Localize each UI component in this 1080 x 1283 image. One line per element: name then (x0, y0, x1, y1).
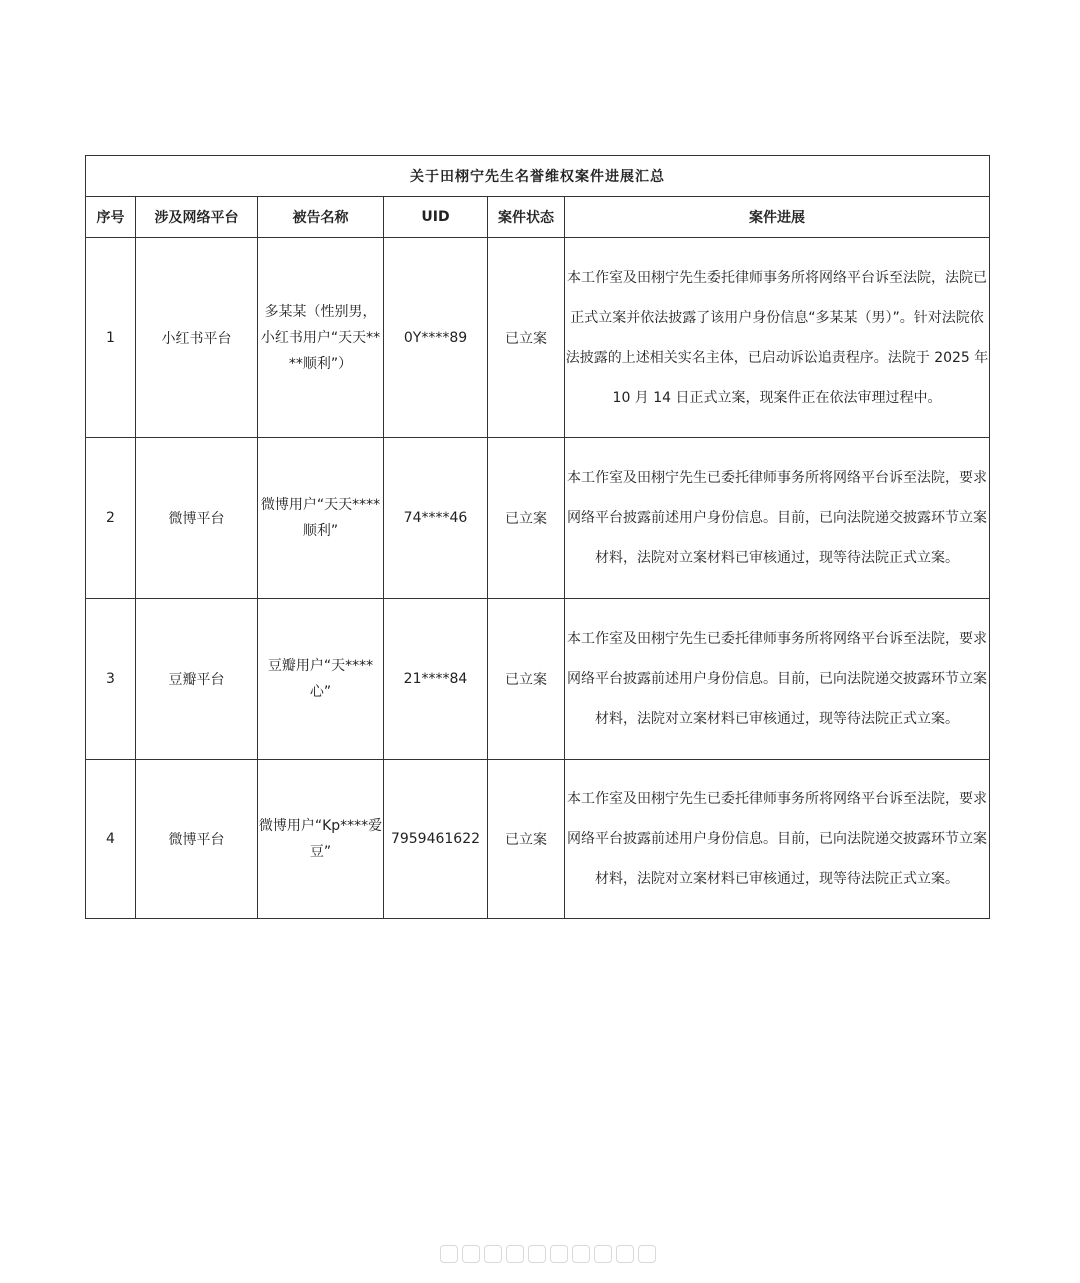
cell-uid: 74****46 (384, 438, 488, 599)
table-row (86, 599, 990, 760)
header-defendant: 被告名称 (258, 197, 384, 238)
cell-progress: 本工作室及田栩宁先生已委托律师事务所将网络平台诉至法院，要求网络平台披露前述用户身份信息。目前，已向法院递交披露环节立案材料，法院对立案材料已审核通过，现等待法院正式立案。 (565, 760, 990, 919)
cell-uid: 0Y****89 (384, 238, 488, 438)
watermark-mark (550, 1245, 568, 1263)
header-uid: UID (384, 197, 488, 238)
cell-index: 4 (86, 760, 136, 919)
cell-status: 已立案 (488, 760, 565, 919)
header-status: 案件状态 (488, 197, 565, 238)
cell-progress: 本工作室及田栩宁先生已委托律师事务所将网络平台诉至法院，要求网络平台披露前述用户身份信息。目前，已向法院递交披露环节立案材料，法院对立案材料已审核通过，现等待法院正式立案。 (565, 599, 990, 760)
header-progress: 案件进展 (565, 197, 990, 238)
cell-progress: 本工作室及田栩宁先生已委托律师事务所将网络平台诉至法院，要求网络平台披露前述用户身份信息。目前，已向法院递交披露环节立案材料，法院对立案材料已审核通过，现等待法院正式立案。 (565, 438, 990, 599)
header-platform: 涉及网络平台 (136, 197, 258, 238)
table-row (86, 238, 990, 438)
header-row (86, 197, 990, 238)
cell-defendant: 多某某（性别男，小红书用户“天天****顺利”） (258, 238, 384, 438)
cell-status: 已立案 (488, 599, 565, 760)
watermark-mark (638, 1245, 656, 1263)
watermark-bar (440, 1245, 656, 1263)
case-summary-table (85, 155, 990, 919)
watermark-mark (506, 1245, 524, 1263)
cell-index: 2 (86, 438, 136, 599)
table-title: 关于田栩宁先生名誉维权案件进展汇总 (86, 156, 990, 197)
cell-platform: 微博平台 (136, 760, 258, 919)
watermark-mark (594, 1245, 612, 1263)
cell-status: 已立案 (488, 438, 565, 599)
watermark-mark (440, 1245, 458, 1263)
table-row (86, 438, 990, 599)
cell-uid: 7959461622 (384, 760, 488, 919)
watermark-mark (528, 1245, 546, 1263)
cell-index: 3 (86, 599, 136, 760)
cell-platform: 小红书平台 (136, 238, 258, 438)
cell-defendant: 微博用户“天天****顺利” (258, 438, 384, 599)
cell-index: 1 (86, 238, 136, 438)
cell-status: 已立案 (488, 238, 565, 438)
watermark-mark (462, 1245, 480, 1263)
watermark-mark (572, 1245, 590, 1263)
watermark-mark (484, 1245, 502, 1263)
cell-platform: 微博平台 (136, 438, 258, 599)
table-row (86, 760, 990, 919)
cell-progress: 本工作室及田栩宁先生委托律师事务所将网络平台诉至法院，法院已正式立案并依法披露了该用户身份信息“多某某（男）”。针对法院依法披露的上述相关实名主体，已启动诉讼追责程序。法院于 2025 年 10 月 14 日正式立案，现案件正在依法审理过程中。 (565, 238, 990, 438)
cell-defendant: 豆瓣用户“天****心” (258, 599, 384, 760)
header-index: 序号 (86, 197, 136, 238)
watermark-mark (616, 1245, 634, 1263)
cell-uid: 21****84 (384, 599, 488, 760)
cell-defendant: 微博用户“Kp****爱豆” (258, 760, 384, 919)
cell-platform: 豆瓣平台 (136, 599, 258, 760)
